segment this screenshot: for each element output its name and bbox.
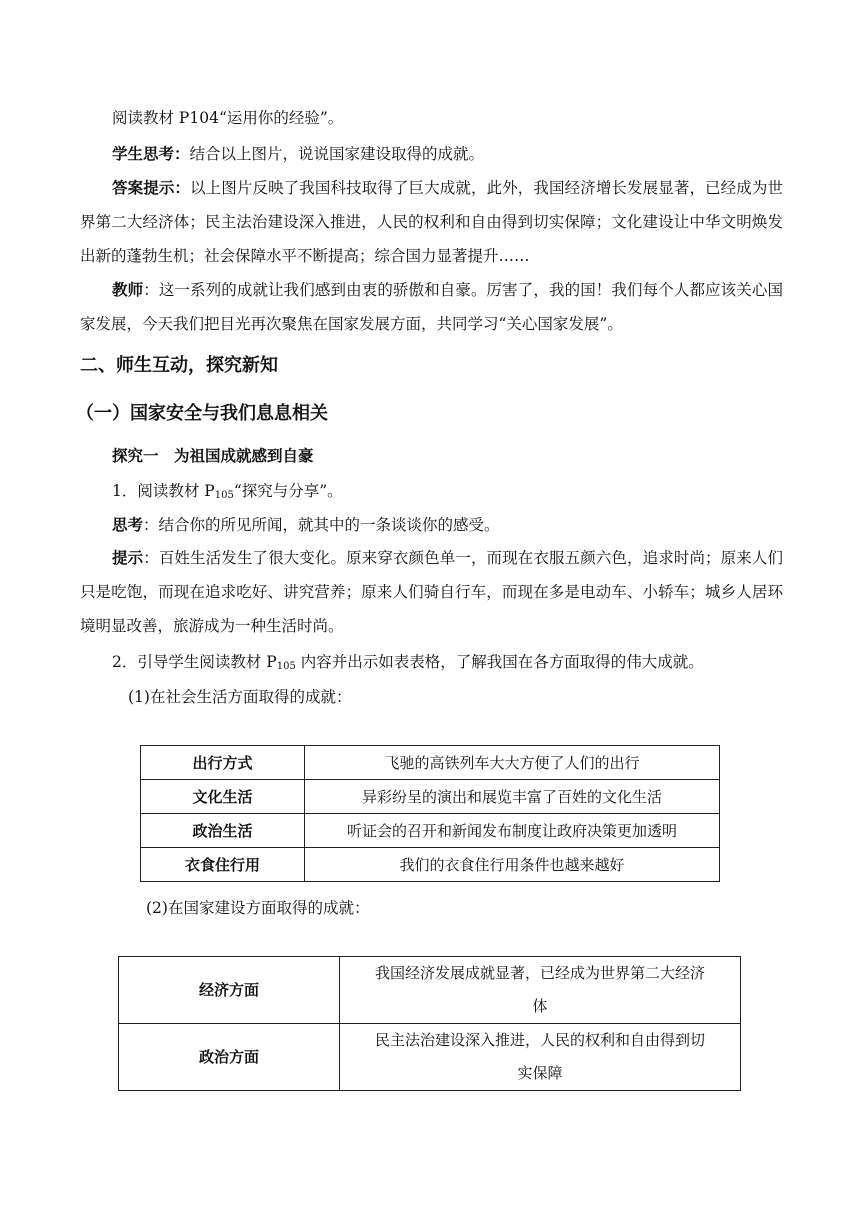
table-cell-key: 政治生活 — [141, 814, 305, 848]
think-line — [112, 515, 780, 535]
table-row — [141, 780, 720, 814]
item1-line — [112, 481, 780, 506]
subsection-heading: （一）国家安全与我们息息相关 — [76, 403, 328, 424]
item2-page-sub: 105 — [276, 661, 296, 672]
explore-heading: 探究一 为祖国成就感到自豪 — [112, 447, 314, 465]
table-cell-value: 我们的衣食住行用条件也越来越好 — [305, 848, 720, 882]
table-cell-key: 经济方面 — [119, 957, 340, 1024]
teacher-paragraph — [80, 273, 783, 341]
section-heading: 二、师生互动，探究新知 — [80, 355, 278, 376]
sub1-heading: (1)在社会生活方面取得的成就： — [128, 688, 352, 706]
table-cell-key: 出行方式 — [141, 746, 305, 780]
answer-paragraph — [80, 171, 783, 273]
table-cell-key: 文化生活 — [141, 780, 305, 814]
national-construction-table — [118, 956, 741, 1091]
think-text: ：结合你的所见所闻，就其中的一条谈谈你的感受。 — [143, 516, 500, 534]
table-cell-value: 飞驰的高铁列车大大方便了人们的出行 — [305, 746, 720, 780]
cell-line: 我国经济发展成就显著，已经成为世界第二大经济 — [374, 964, 705, 982]
item2-pre: 2．引导学生阅读教材 P — [112, 653, 277, 671]
cell-line: 民主法治建设深入推进，人民的权利和自由得到切 — [374, 1031, 705, 1049]
hint-text: ：百姓生活发生了很大变化。原来穿衣颜色单一，而现在衣服五颜六色，追求时尚；原来人们只是吃饱，而现在追求吃好、讲究营养；原来人们骑自行车，而现在多是电动车、小轿车；城乡人居环境明显改善，旅游成为一种生活时尚。 — [80, 549, 783, 635]
cell-line: 体 — [532, 997, 548, 1015]
item1-page-sub: 105 — [214, 490, 234, 501]
table-row — [141, 746, 720, 780]
table-cell-value: 异彩纷呈的演出和展览丰富了百姓的文化生活 — [305, 780, 720, 814]
reading-instruction — [112, 108, 780, 128]
student-label: 学生思考： — [112, 145, 190, 163]
teacher-label: 教师 — [112, 281, 144, 299]
hint-paragraph — [80, 541, 783, 643]
cell-line: 实保障 — [517, 1064, 563, 1082]
table-cell-value — [340, 1024, 741, 1091]
think-label: 思考 — [112, 516, 144, 534]
item1-post: “探究与分享”。 — [233, 482, 343, 500]
answer-label: 答案提示： — [112, 179, 191, 197]
table-cell-key: 政治方面 — [119, 1024, 340, 1091]
teacher-text: ：这一系列的成就让我们感到由衷的骄傲和自豪。厉害了，我的国！我们每个人都应该关心国家发展，今天我们把目光再次聚焦在国家发展方面，共同学习“关心国家发展”。 — [80, 281, 783, 333]
reading-text: 阅读教材 P104“运用你的经验”。 — [112, 109, 344, 127]
table-cell-key: 衣食住行用 — [141, 848, 305, 882]
item1-pre: 1．阅读教材 P — [112, 482, 215, 500]
table-row — [119, 1024, 741, 1091]
table-cell-value — [340, 957, 741, 1024]
item2-line — [112, 652, 780, 677]
social-life-table — [140, 745, 720, 882]
answer-text: 以上图片反映了我国科技取得了巨大成就，此外，我国经济增长发展显著，已经成为世界第二大经济体；民主法治建设深入推进，人民的权利和自由得到切实保障；文化建设让中华文明焕发出新的蓬勃生机；社会保障水平不断提高；综合国力显著提升…… — [80, 179, 783, 265]
student-thinking — [112, 144, 780, 164]
item2-post: 内容并出示如表表格，了解我国在各方面取得的伟大成就。 — [295, 653, 704, 671]
table-row — [141, 848, 720, 882]
sub2-heading: (2)在国家建设方面取得的成就： — [146, 899, 370, 917]
student-text: 结合以上图片，说说国家建设取得的成就。 — [189, 145, 485, 163]
hint-label: 提示 — [112, 549, 144, 567]
table-row — [119, 957, 741, 1024]
table-row — [141, 814, 720, 848]
table-cell-value: 听证会的召开和新闻发布制度让政府决策更加透明 — [305, 814, 720, 848]
